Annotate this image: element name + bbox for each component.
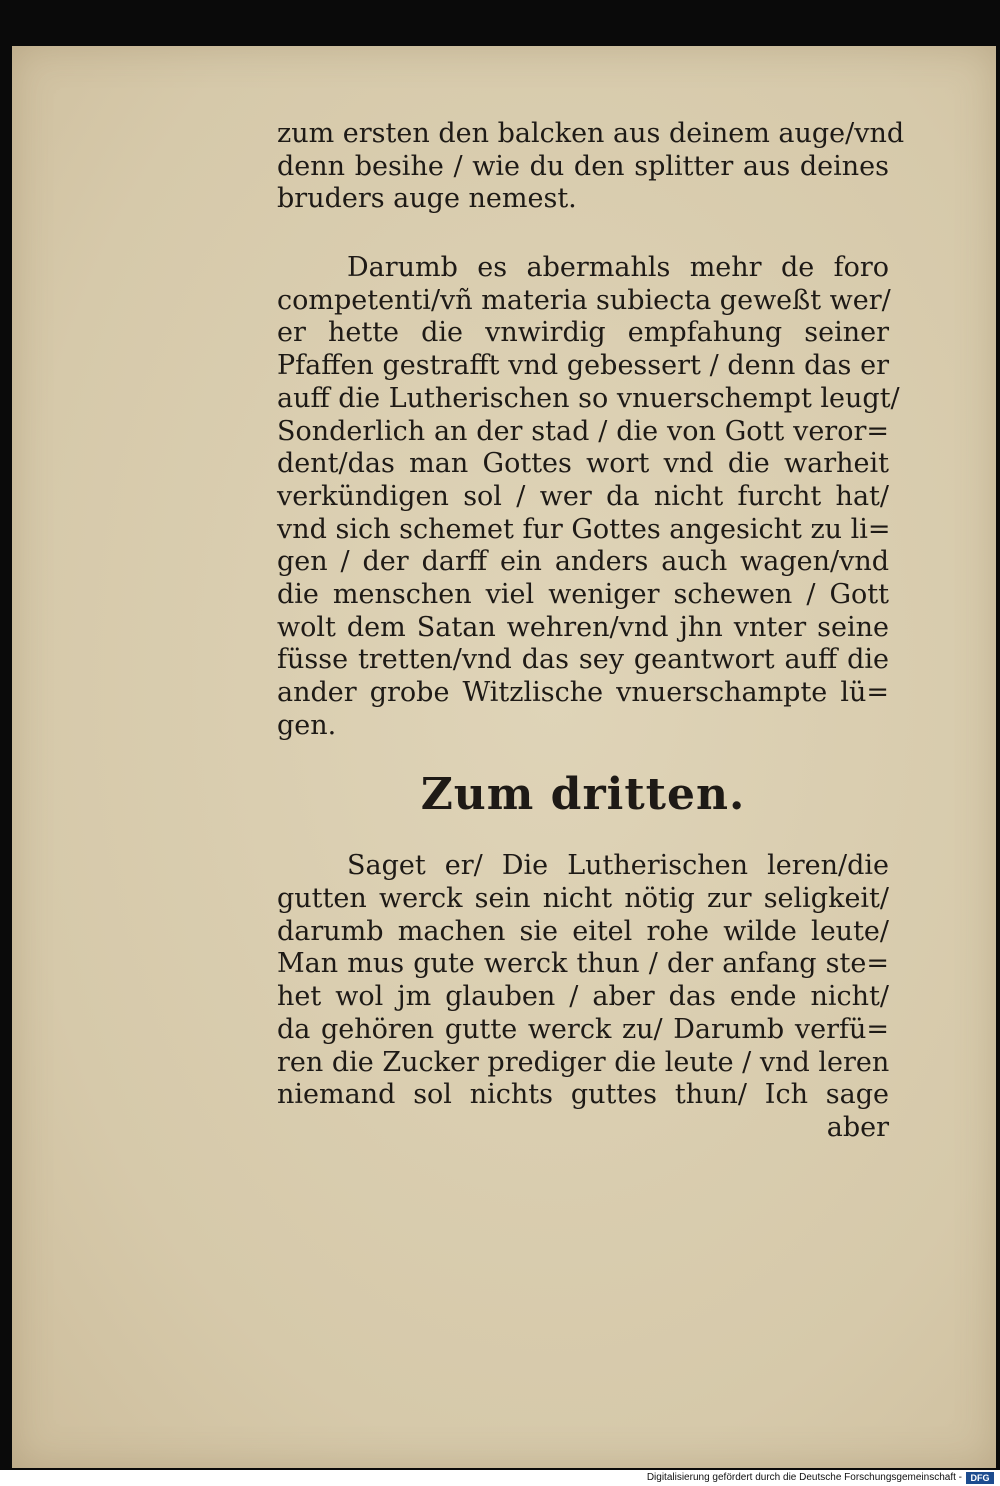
catchword: aber (826, 1111, 889, 1143)
digitization-footer (0, 1470, 1000, 1486)
text-line: competenti/vñ materia subiecta geweßt wer/ (277, 284, 891, 316)
text-line: bruders auge nemest. (277, 183, 577, 215)
text-line: Man mus gute werck thun / der anfang ste= (277, 948, 889, 980)
text-line: zum ersten den balcken aus deinem auge/vnd (277, 118, 905, 149)
text-line: vnd sich schemet fur Gottes angesicht zu li= (277, 513, 891, 545)
funding-notice: Digitalisierung gefördert durch die Deutsche Forschungsgemeinschaft - (646, 1472, 962, 1483)
text-line: gen / der darff ein anders auch wagen/vnd (277, 546, 889, 578)
text-line: er hette die vnwirdig empfahung seiner (277, 317, 889, 349)
text-line: niemand sol nichts guttes thun/ Ich sage (277, 1079, 889, 1111)
text-line: denn besihe / wie du den splitter aus deines (277, 150, 889, 182)
text-line: auff die Lutherischen so vnuerschempt leugt/ (277, 382, 900, 414)
text-line: gutten werck sein nicht nötig zur seligkeit/ (277, 883, 889, 915)
text-line: ren die Zucker prediger die leute / vnd leren (277, 1046, 890, 1078)
text-line: gen. (277, 709, 337, 741)
section-heading: Zum dritten. (420, 769, 746, 821)
paragraph-1 (277, 118, 905, 216)
dfg-logo-icon: DFG (966, 1472, 994, 1484)
text-line: darumb machen sie eitel rohe wilde leute/ (277, 915, 889, 947)
paragraph-3 (277, 850, 889, 1144)
text-line: dent/das man Gottes wort vnd die warheit (277, 448, 889, 480)
text-line: verkündigen sol / wer da nicht furcht hat/ (277, 480, 889, 512)
text-line: het wol jm glauben / aber das ende nicht/ (277, 981, 889, 1013)
book-page (12, 46, 996, 1468)
text-line: Darumb es abermahls mehr de foro (347, 252, 889, 284)
text-line: die menschen viel weniger schewen / Gott (277, 578, 889, 610)
paragraph-2 (277, 252, 900, 742)
text-block (277, 118, 905, 1145)
text-line: Saget er/ Die Lutherischen leren/die (347, 850, 889, 882)
text-line: wolt dem Satan wehren/vnd jhn vnter seine (277, 611, 889, 643)
text-line: ander grobe Witzlische vnuerschampte lü= (277, 677, 889, 708)
text-line: Sonderlich an der stad / die von Gott veror= (277, 415, 889, 447)
text-line: Pfaffen gestrafft vnd gebessert / denn das er (277, 350, 889, 382)
text-line: da gehören gutte werck zu/ Darumb verfü= (277, 1013, 889, 1045)
text-line: füsse tretten/vnd das sey geantwort auff die (277, 644, 889, 676)
